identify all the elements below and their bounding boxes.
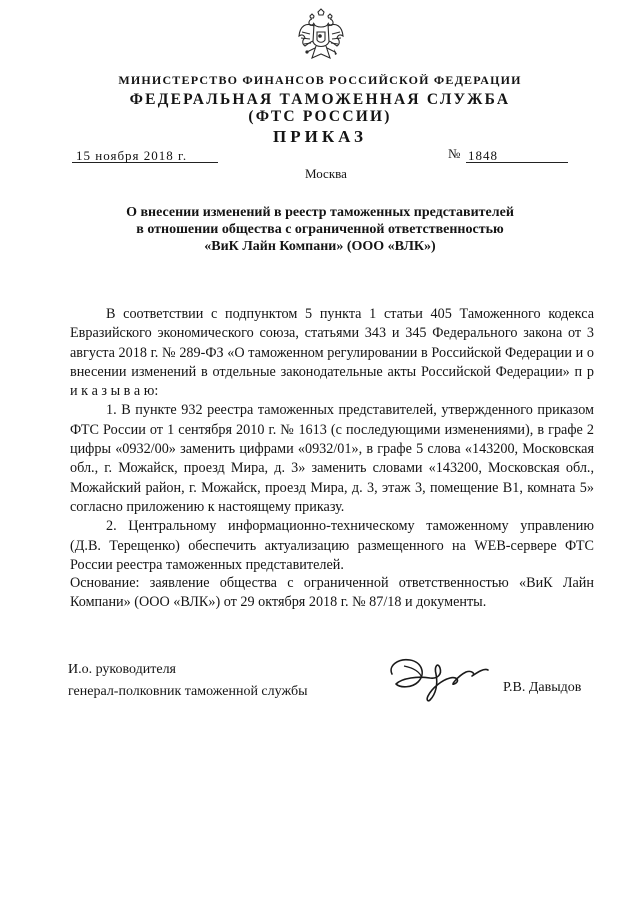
city: Москва: [305, 166, 347, 181]
basis-paragraph: Основание: заявление общества с ограниченной ответственностью «ВиК Лайн Компани» (ООО «ВЛК») от 29 октября 2018 г. № 87/18 и документы.: [70, 575, 594, 611]
document-heading: [0, 204, 640, 255]
heading-line: О внесении изменений в реестр таможенных представителей: [126, 205, 514, 220]
service-title: [0, 91, 640, 125]
signer-name: Р.В. Давыдов: [503, 680, 582, 695]
coat-of-arms-icon: [296, 8, 346, 70]
item-2-paragraph: 2. Центральному информационно-техническому таможенному управлению (Д.В. Терещенко) обеспечить актуализацию размещенного на WEB-сервере ФТС России реестра таможенных представителей.: [70, 518, 594, 573]
order-word: п р и к а з ы в а ю:: [70, 363, 595, 400]
service-name: ФЕДЕРАЛЬНАЯ ТАМОЖЕННАЯ СЛУЖБА: [129, 91, 511, 108]
heading-line: в отношении общества с ограниченной ответственностью: [136, 222, 504, 237]
signer-rank: генерал-полковник таможенной службы: [68, 684, 308, 699]
order-date: 15 ноября 2018 г.: [72, 149, 218, 163]
signature-icon: [384, 648, 494, 704]
signer-position: [68, 659, 307, 703]
order-number: 1848: [466, 149, 568, 163]
signer-title: И.о. руководителя: [68, 662, 177, 677]
ministry-title: МИНИСТЕРСТВО ФИНАНСОВ РОССИЙСКОЙ ФЕДЕРАЦИИ: [118, 73, 522, 87]
preamble-paragraph: [70, 305, 594, 401]
document-body: [70, 305, 594, 575]
item-1-paragraph: 1. В пункте 932 реестра таможенных представителей, утвержденного приказом ФТС России от 1 сентября 2010 г. № 1613 (с последующими изменениями), в графе 2 цифры «0932/00» заменить цифрами «0932/01», в графе 5 слова «143200, Московская обл., г. Можайск, проезд Мира, д. 3» заменить словами «143200, Московская обл., Можайский район, г. Можайск, проезд Мира, д. 3, этаж 3, помещение В1, комната 5» согласно приложению к настоящему приказу.: [70, 402, 594, 515]
order-number-label: №: [448, 146, 461, 161]
service-abbreviation: (ФТС РОССИИ): [248, 108, 392, 125]
preamble-text: В соответствии с подпунктом 5 пункта 1 статьи 405 Таможенного кодекса Евразийского экономического союза, статьями 343 и 345 Федерального закона от 3 августа 2018 г. № 289-ФЗ «О таможенном регулировании в Российской Федерации и о внесении изменений в отдельные законодательные акты Российской Федерации»: [70, 306, 594, 380]
basis-block: [70, 574, 594, 613]
document-type: ПРИКАЗ: [273, 127, 367, 146]
heading-line: «ВиК Лайн Компани» (ООО «ВЛК»): [204, 239, 436, 254]
